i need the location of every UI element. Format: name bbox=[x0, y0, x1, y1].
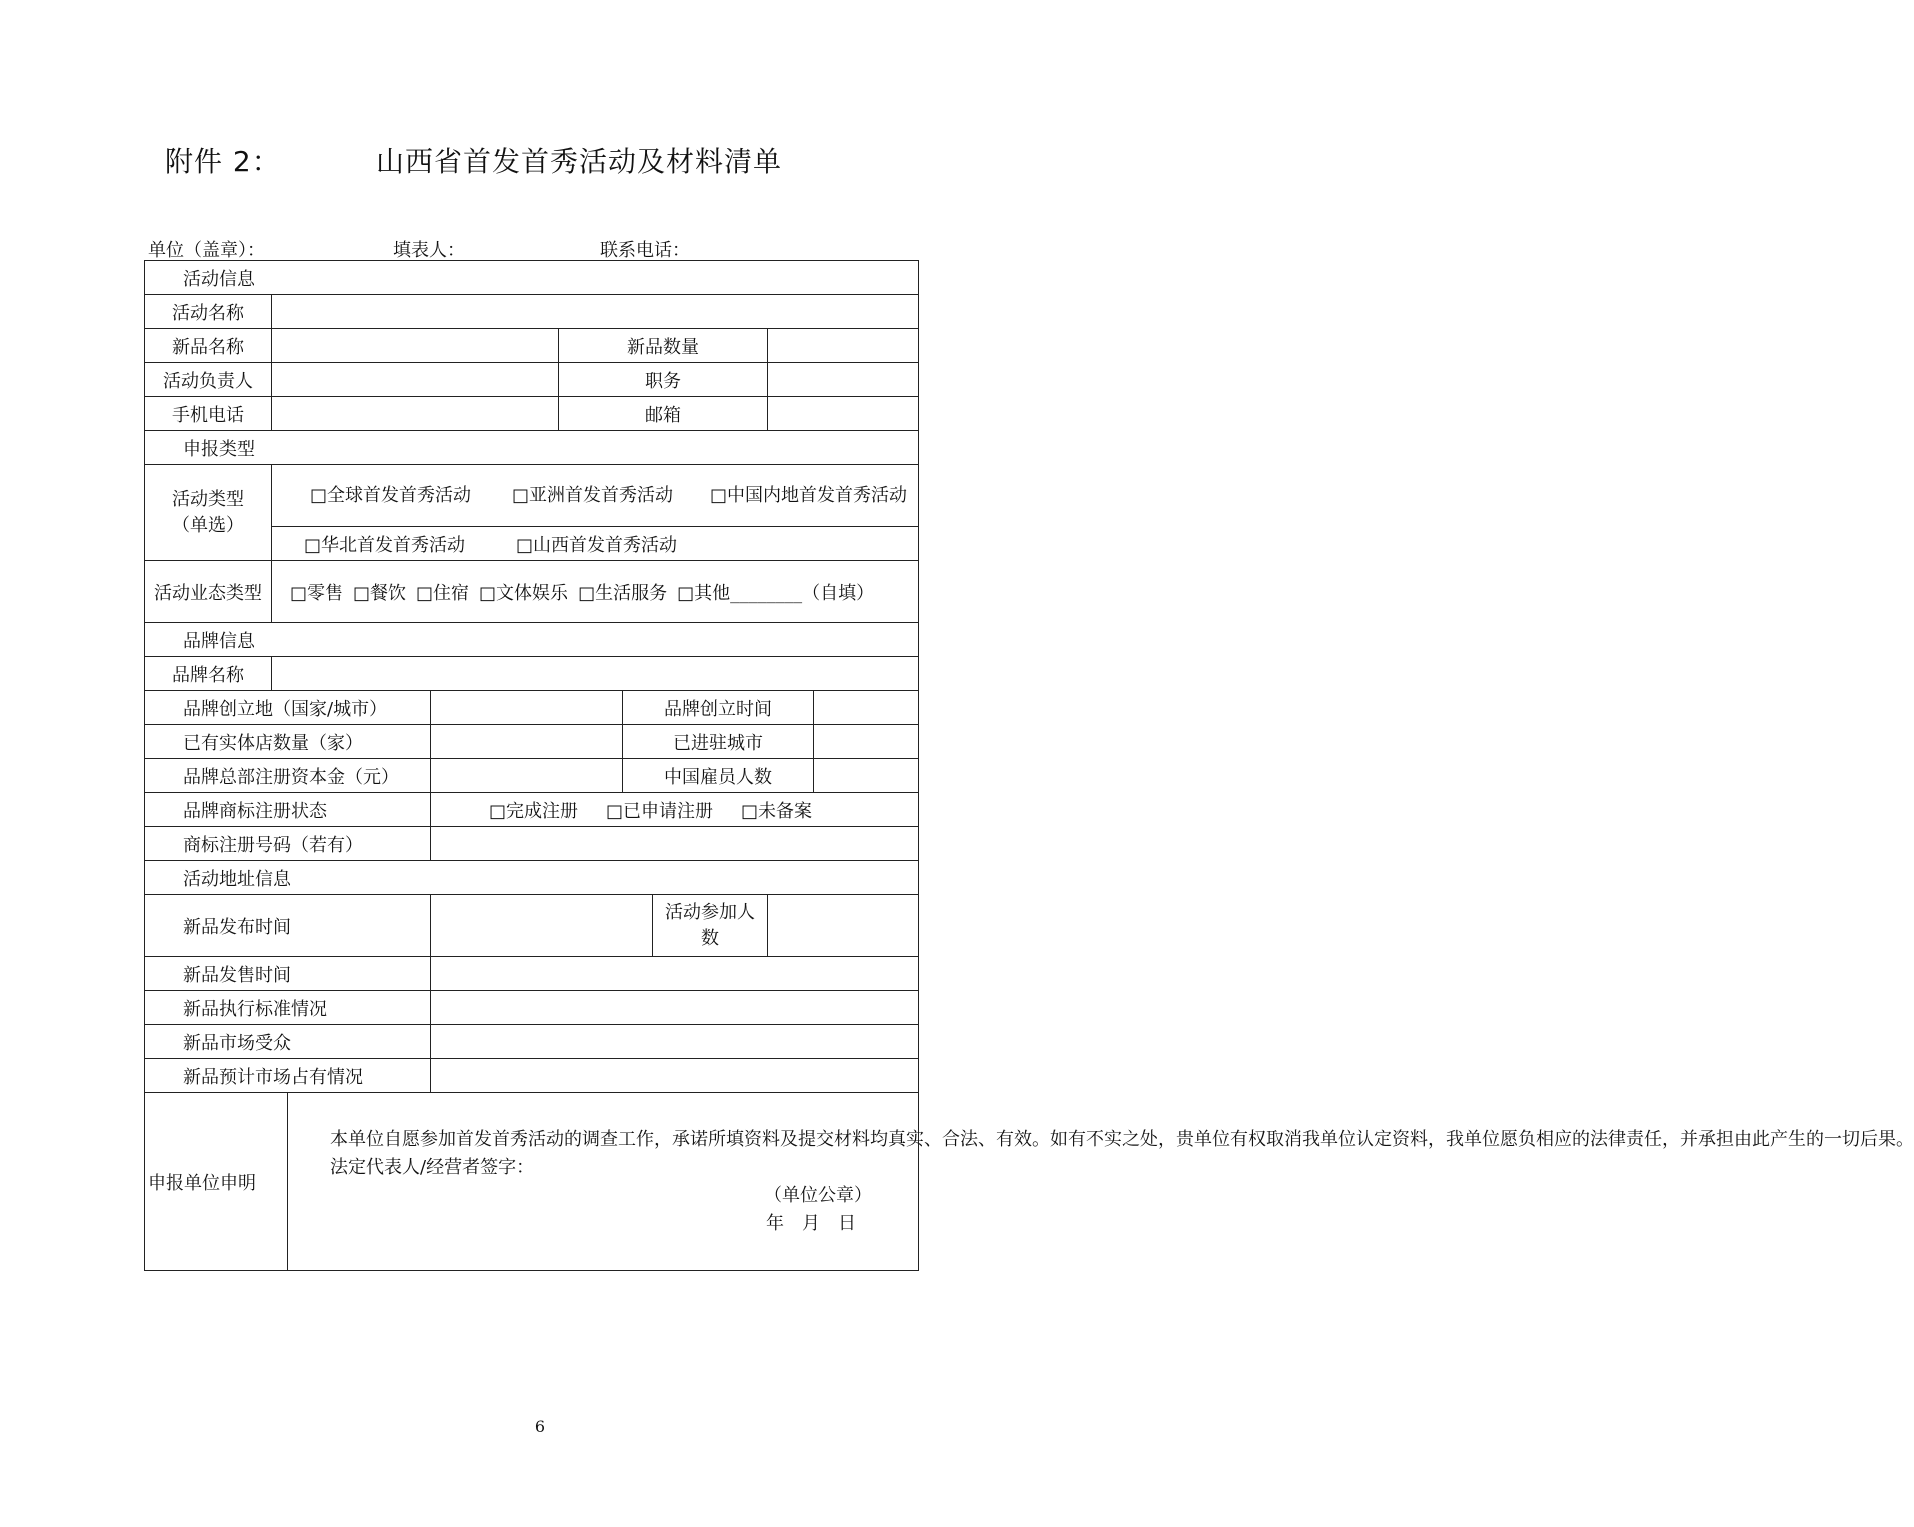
brand-origin-label: 品牌创立地（国家/城市） bbox=[145, 691, 431, 725]
business-type-label: 活动业态类型 bbox=[145, 561, 272, 623]
brand-origin-field[interactable] bbox=[431, 691, 623, 725]
option-life-service-checkbox[interactable]: □生活服务 bbox=[578, 582, 668, 604]
new-product-name-field[interactable] bbox=[272, 329, 559, 363]
table-row bbox=[145, 657, 919, 691]
table-row bbox=[145, 725, 919, 759]
single-choice-text: （单选） bbox=[172, 514, 244, 536]
declaration-label: 申报单位申明 bbox=[145, 1093, 288, 1271]
filler-label: 填表人： bbox=[393, 240, 465, 261]
table-row bbox=[145, 295, 919, 329]
option-asia-checkbox[interactable]: □亚洲首发首秀活动 bbox=[512, 484, 674, 506]
attachment-label: 附件 2： bbox=[165, 145, 281, 178]
brand-founded-label: 品牌创立时间 bbox=[623, 691, 814, 725]
option-lodging-checkbox[interactable]: □住宿 bbox=[416, 582, 470, 604]
table-row bbox=[145, 1025, 919, 1059]
table-row bbox=[145, 329, 919, 363]
activity-name-field[interactable] bbox=[272, 295, 919, 329]
activity-lead-label: 活动负责人 bbox=[145, 363, 272, 397]
market-share-label: 新品预计市场占有情况 bbox=[145, 1059, 431, 1093]
activity-lead-field[interactable] bbox=[272, 363, 559, 397]
page-number: 6 bbox=[534, 1417, 546, 1436]
email-label: 邮箱 bbox=[559, 397, 768, 431]
capital-field[interactable] bbox=[431, 759, 623, 793]
email-field[interactable] bbox=[768, 397, 919, 431]
option-registered-checkbox[interactable]: □完成注册 bbox=[489, 800, 579, 822]
participants-field[interactable] bbox=[768, 895, 919, 957]
option-dining-checkbox[interactable]: □餐饮 bbox=[353, 582, 407, 604]
signature-label: 法定代表人/经营者签字： bbox=[330, 1156, 535, 1178]
unit-label: 单位（盖章）： bbox=[148, 240, 265, 261]
audience-label: 新品市场受众 bbox=[145, 1025, 431, 1059]
new-product-name-label: 新品名称 bbox=[145, 329, 272, 363]
option-shanxi-checkbox[interactable]: □山西首发首秀活动 bbox=[516, 534, 678, 556]
activity-type-options-row1 bbox=[272, 465, 919, 527]
option-applied-checkbox[interactable]: □已申请注册 bbox=[606, 800, 714, 822]
store-count-label: 已有实体店数量（家） bbox=[145, 725, 431, 759]
table-row bbox=[145, 759, 919, 793]
option-global-checkbox[interactable]: □全球首发首秀活动 bbox=[310, 484, 472, 506]
activity-type-options-row2 bbox=[272, 527, 919, 561]
section-declare-type: 申报类型 bbox=[145, 431, 919, 465]
sale-time-label: 新品发售时间 bbox=[145, 957, 431, 991]
table-row bbox=[145, 957, 919, 991]
option-retail-checkbox[interactable]: □零售 bbox=[290, 582, 344, 604]
table-row bbox=[145, 363, 919, 397]
brand-name-field[interactable] bbox=[272, 657, 919, 691]
market-share-field[interactable] bbox=[431, 1059, 919, 1093]
seal-label: （单位公章） bbox=[764, 1184, 872, 1206]
section-brand-info: 品牌信息 bbox=[145, 623, 919, 657]
table-row bbox=[145, 1093, 919, 1271]
standard-label: 新品执行标准情况 bbox=[145, 991, 431, 1025]
release-time-label: 新品发布时间 bbox=[145, 895, 431, 957]
new-product-count-label: 新品数量 bbox=[559, 329, 768, 363]
table-row bbox=[145, 991, 919, 1025]
business-type-options bbox=[272, 561, 919, 623]
activity-type-text: 活动类型 bbox=[172, 488, 244, 510]
date-label: 年 月 日 bbox=[766, 1212, 856, 1234]
trademark-no-field[interactable] bbox=[431, 827, 919, 861]
employees-label: 中国雇员人数 bbox=[623, 759, 814, 793]
page-title: 山西省首发首秀活动及材料清单 bbox=[376, 145, 783, 178]
standard-field[interactable] bbox=[431, 991, 919, 1025]
declaration-text: 本单位自愿参加首发首秀活动的调查工作，承诺所填资料及提交材料均真实、合法、有效。如有不实之处，贵单位有权取消我单位认定资料，我单位愿负相应的法律责任，并承担由此产生的一切后果。 bbox=[330, 1128, 1914, 1150]
table-row bbox=[145, 691, 919, 725]
option-mainland-checkbox[interactable]: □中国内地首发首秀活动 bbox=[710, 484, 908, 506]
section-address-info: 活动地址信息 bbox=[145, 861, 919, 895]
trademark-status-label: 品牌商标注册状态 bbox=[145, 793, 431, 827]
table-row bbox=[145, 793, 919, 827]
section-row-declare-type bbox=[145, 431, 919, 465]
option-unfiled-checkbox[interactable]: □未备案 bbox=[741, 800, 813, 822]
table-row bbox=[145, 895, 919, 957]
capital-label: 品牌总部注册资本金（元） bbox=[145, 759, 431, 793]
cities-field[interactable] bbox=[814, 725, 919, 759]
section-row-activity-info bbox=[145, 261, 919, 295]
trademark-options bbox=[431, 793, 919, 827]
section-row-address-info bbox=[145, 861, 919, 895]
activity-name-label: 活动名称 bbox=[145, 295, 272, 329]
option-north-china-checkbox[interactable]: □华北首发首秀活动 bbox=[304, 534, 466, 556]
table-row bbox=[145, 465, 919, 527]
sale-time-field[interactable] bbox=[431, 957, 919, 991]
option-other-checkbox[interactable]: □其他________（自填） bbox=[677, 582, 875, 604]
table-row bbox=[145, 397, 919, 431]
table-row bbox=[145, 1059, 919, 1093]
section-activity-info: 活动信息 bbox=[145, 261, 919, 295]
phone-label: 联系电话： bbox=[600, 240, 690, 261]
participants-label: 活动参加人数 bbox=[653, 895, 768, 957]
cities-label: 已进驻城市 bbox=[623, 725, 814, 759]
brand-founded-field[interactable] bbox=[814, 691, 919, 725]
application-form-table bbox=[144, 260, 1914, 1271]
mobile-label: 手机电话 bbox=[145, 397, 272, 431]
declaration-content bbox=[288, 1093, 1914, 1271]
mobile-field[interactable] bbox=[272, 397, 559, 431]
store-count-field[interactable] bbox=[431, 725, 623, 759]
activity-type-label bbox=[145, 465, 272, 561]
table-row bbox=[145, 561, 919, 623]
position-field[interactable] bbox=[768, 363, 919, 397]
trademark-no-label: 商标注册号码（若有） bbox=[145, 827, 431, 861]
employees-field[interactable] bbox=[814, 759, 919, 793]
section-row-brand-info bbox=[145, 623, 919, 657]
option-entertainment-checkbox[interactable]: □文体娱乐 bbox=[479, 582, 569, 604]
new-product-count-field[interactable] bbox=[768, 329, 919, 363]
release-time-field[interactable] bbox=[431, 895, 653, 957]
position-label: 职务 bbox=[559, 363, 768, 397]
audience-field[interactable] bbox=[431, 1025, 919, 1059]
table-row bbox=[145, 827, 919, 861]
brand-name-label: 品牌名称 bbox=[145, 657, 272, 691]
